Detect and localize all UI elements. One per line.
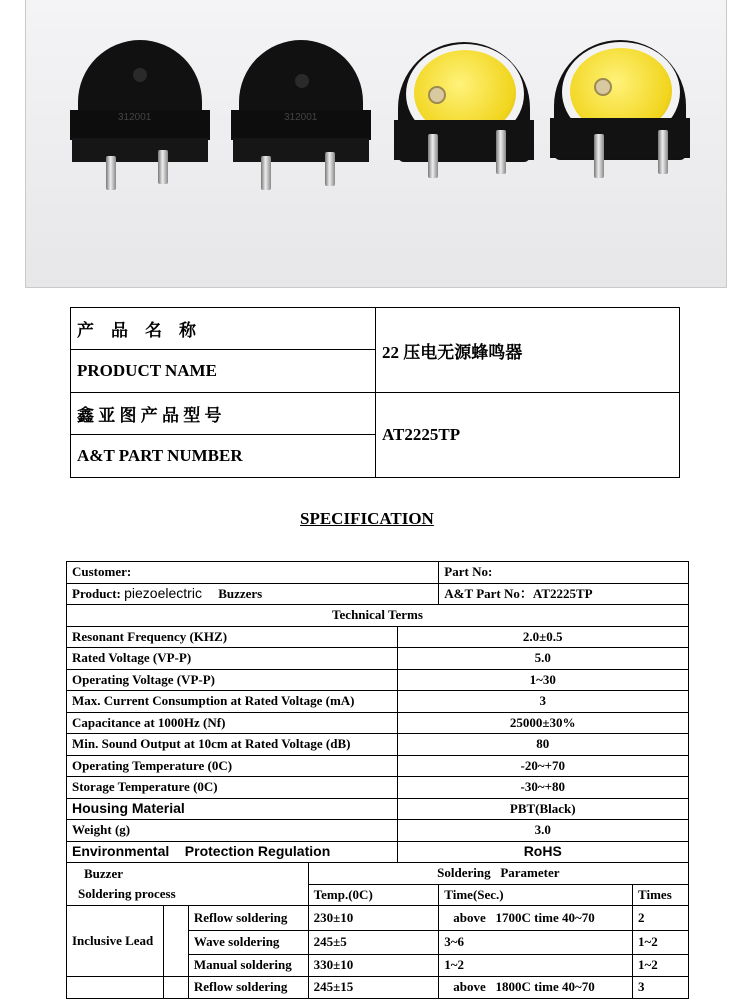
marking-2: 312001 — [284, 112, 318, 123]
product-value-2: Buzzers — [218, 586, 263, 602]
spec-row-label: Capacitance at 1000Hz (Nf) — [67, 712, 398, 734]
product-label: Product: — [72, 586, 121, 602]
product-value: piezoelectric — [124, 585, 202, 602]
product-info-table — [70, 307, 680, 478]
product-name-cn-label: 产 品 名 称 — [71, 308, 376, 350]
spec-row-label: Storage Temperature (0C) — [67, 777, 398, 799]
soldering-time: above 1700C time 40~70 — [439, 906, 633, 931]
soldering-times: 3 — [633, 977, 689, 999]
product-name-en-label: PRODUCT NAME — [71, 350, 376, 393]
soldering-method: Wave soldering — [188, 931, 308, 955]
specification-table — [66, 561, 689, 999]
technical-terms-header: Technical Terms — [67, 605, 689, 627]
soldering-group-spacer — [163, 906, 188, 977]
temp-header: Temp.(0C) — [308, 884, 439, 906]
soldering-times: 1~2 — [633, 955, 689, 977]
spec-row-label: Environmental Protection Regulation — [67, 841, 398, 863]
specification-title: SPECIFICATION — [300, 509, 434, 528]
spec-row-value: 1~30 — [397, 669, 689, 691]
spec-row-label: Operating Voltage (VP-P) — [67, 669, 398, 691]
at-part-cell — [439, 583, 689, 605]
buzzer-black-2 — [239, 40, 369, 190]
spec-row-value: 2.0±0.5 — [397, 626, 689, 648]
at-part-label: A&T Part No： — [444, 585, 533, 601]
spec-row-label: Weight (g) — [67, 820, 398, 842]
soldering-time: above 1800C time 40~70 — [439, 977, 633, 999]
spec-row-value: 5.0 — [397, 648, 689, 670]
spec-row-label: Housing Material — [67, 798, 398, 820]
product-cell — [67, 583, 439, 605]
spec-row-label: Min. Sound Output at 10cm at Rated Voltage (dB) — [67, 734, 398, 756]
spec-row-value: PBT(Black) — [397, 798, 689, 820]
soldering-header-cell — [67, 863, 309, 906]
soldering-times: 1~2 — [633, 931, 689, 955]
soldering-method: Manual soldering — [188, 955, 308, 977]
part-no-label: Part No: — [439, 562, 689, 584]
soldering-parameter-header: Soldering Parameter — [308, 863, 688, 885]
spec-row-value: 3.0 — [397, 820, 689, 842]
spec-row-value: 3 — [397, 691, 689, 713]
soldering-group2-label — [67, 977, 164, 999]
buzzer-label: Buzzer — [84, 865, 123, 881]
inclusive-lead-label: Inclusive Lead — [67, 906, 164, 977]
soldering-method: Reflow soldering — [188, 906, 308, 931]
soldering-method: Reflow soldering — [188, 977, 308, 999]
buzzer-open-2 — [554, 38, 694, 188]
spec-row-label: Max. Current Consumption at Rated Voltage (mA) — [67, 691, 398, 713]
customer-label: Customer: — [67, 562, 439, 584]
spec-row-value: -30~+80 — [397, 777, 689, 799]
spec-row-label: Resonant Frequency (KHZ) — [67, 626, 398, 648]
part-number-en-label: A&T PART NUMBER — [71, 435, 376, 478]
at-part-value: AT2225TP — [532, 585, 593, 601]
part-number-value: AT2225TP — [376, 393, 680, 478]
spec-row-value: RoHS — [397, 841, 689, 863]
product-name-value: 22 压电无源蜂鸣器 — [376, 308, 680, 393]
buzzer-open-1 — [398, 38, 538, 188]
spec-row-value: -20~+70 — [397, 755, 689, 777]
soldering-times: 2 — [633, 906, 689, 931]
marking-1: 312001 — [118, 112, 152, 123]
soldering-temp: 245±5 — [308, 931, 439, 955]
soldering-temp: 230±10 — [308, 906, 439, 931]
soldering-temp: 330±10 — [308, 955, 439, 977]
spec-row-label: Rated Voltage (VP-P) — [67, 648, 398, 670]
soldering-group-spacer — [163, 977, 188, 999]
part-number-cn-label: 鑫 亚 图 产 品 型 号 — [71, 393, 376, 435]
spec-row-label: Operating Temperature (0C) — [67, 755, 398, 777]
soldering-temp: 245±15 — [308, 977, 439, 999]
soldering-time: 1~2 — [439, 955, 633, 977]
spec-row-value: 25000±30% — [397, 712, 689, 734]
buzzer-black-1 — [78, 40, 208, 190]
product-photo — [25, 0, 727, 288]
soldering-time: 3~6 — [439, 931, 633, 955]
spec-row-value: 80 — [397, 734, 689, 756]
times-header: Times — [633, 884, 689, 906]
soldering-process-label: Soldering process — [78, 886, 176, 901]
time-header: Time(Sec.) — [439, 884, 633, 906]
